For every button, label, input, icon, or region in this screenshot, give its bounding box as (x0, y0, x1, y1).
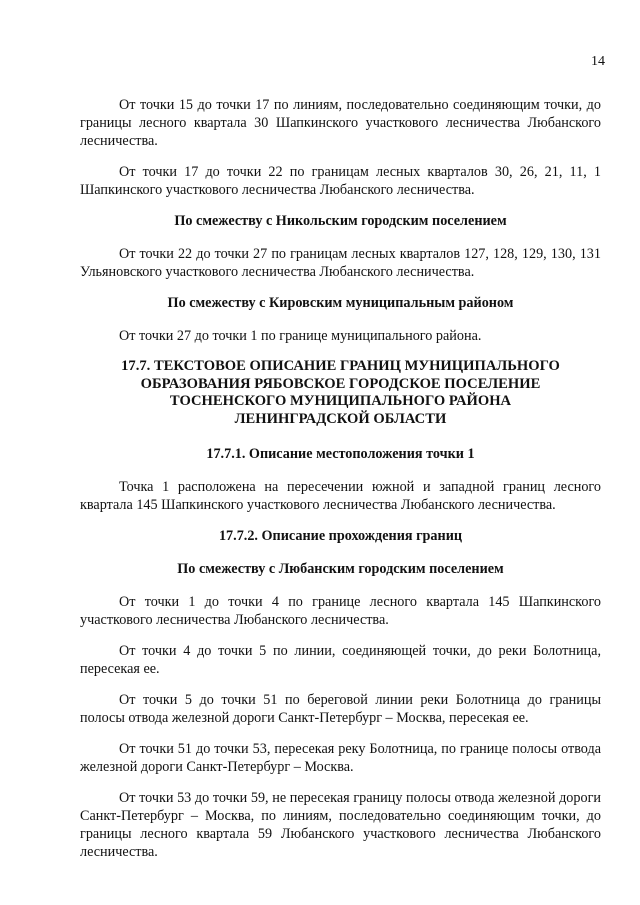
paragraph-point-1-location: Точка 1 расположена на пересечении южной и западной границ лесного квартала 145 Шапкинского участкового лесничества Любанского лесничества. (80, 479, 601, 513)
section-title-line-2: ОБРАЗОВАНИЯ РЯБОВСКОЕ ГОРОДСКОЕ ПОСЕЛЕНИЕ (140, 375, 541, 392)
paragraph-points-22-27: От точки 22 до точки 27 по границам лесных кварталов 127, 128, 129, 130, 131 Ульяновского участкового лесничества Любанского лесничества. (80, 246, 601, 280)
section-title-line-3: ТОСНЕНСКОГО МУНИЦИПАЛЬНОГО РАЙОНА (169, 393, 512, 409)
paragraph-points-1-4: От точки 1 до точки 4 по границе лесного квартала 145 Шапкинского участкового лесничества Любанского лесничества. (80, 594, 601, 628)
document-body (80, 96, 601, 874)
section-title-17-7 (80, 358, 601, 428)
heading-kirovsky-border: По смежеству с Кировским муниципальным районом (167, 295, 514, 311)
paragraph-points-17-22: От точки 17 до точки 22 по границам лесных кварталов 30, 26, 21, 11, 1 Шапкинского участкового лесничества Любанского лесничества. (80, 164, 601, 198)
paragraph-points-53-59: От точки 53 до точки 59, не пересекая границу полосы отвода железной дороги Санкт-Петербург – Москва, по линиям, последовательно соединяющим точки, до границы лесного квартала 59 Любанского участкового лесничества Любанского лесничества. (80, 790, 601, 860)
page-number: 14 (591, 54, 605, 69)
section-title-line-4: ЛЕНИНГРАДСКОЙ ОБЛАСТИ (234, 410, 447, 427)
paragraph-points-51-53: От точки 51 до точки 53, пересекая реку Болотница, по границе полосы отвода железной дороги Санкт-Петербург – Москва. (80, 741, 601, 775)
heading-lyubanskoe-border: По смежеству с Любанским городским поселением (177, 561, 504, 577)
section-title-line-1: 17.7. ТЕКСТОВОЕ ОПИСАНИЕ ГРАНИЦ МУНИЦИПАЛЬНОГО (121, 358, 560, 374)
heading-17-7-1: 17.7.1. Описание местоположения точки 1 (206, 446, 475, 462)
paragraph-points-15-17: От точки 15 до точки 17 по линиям, последовательно соединяющим точки, до границы лесного квартала 30 Шапкинского участкового лесничества Любанского лесничества. (80, 97, 601, 149)
paragraph-points-4-5: От точки 4 до точки 5 по линии, соединяющей точки, до реки Болотница, пересекая ее. (80, 643, 601, 677)
paragraph-points-27-1: От точки 27 до точки 1 по границе муниципального района. (119, 328, 482, 344)
paragraph-points-5-51: От точки 5 до точки 51 по береговой линии реки Болотница до границы полосы отвода железной дороги Санкт-Петербург – Москва, пересекая ее. (80, 692, 601, 726)
heading-17-7-2: 17.7.2. Описание прохождения границ (218, 528, 463, 544)
heading-nikolskoe-border: По смежеству с Никольским городским поселением (174, 213, 507, 229)
